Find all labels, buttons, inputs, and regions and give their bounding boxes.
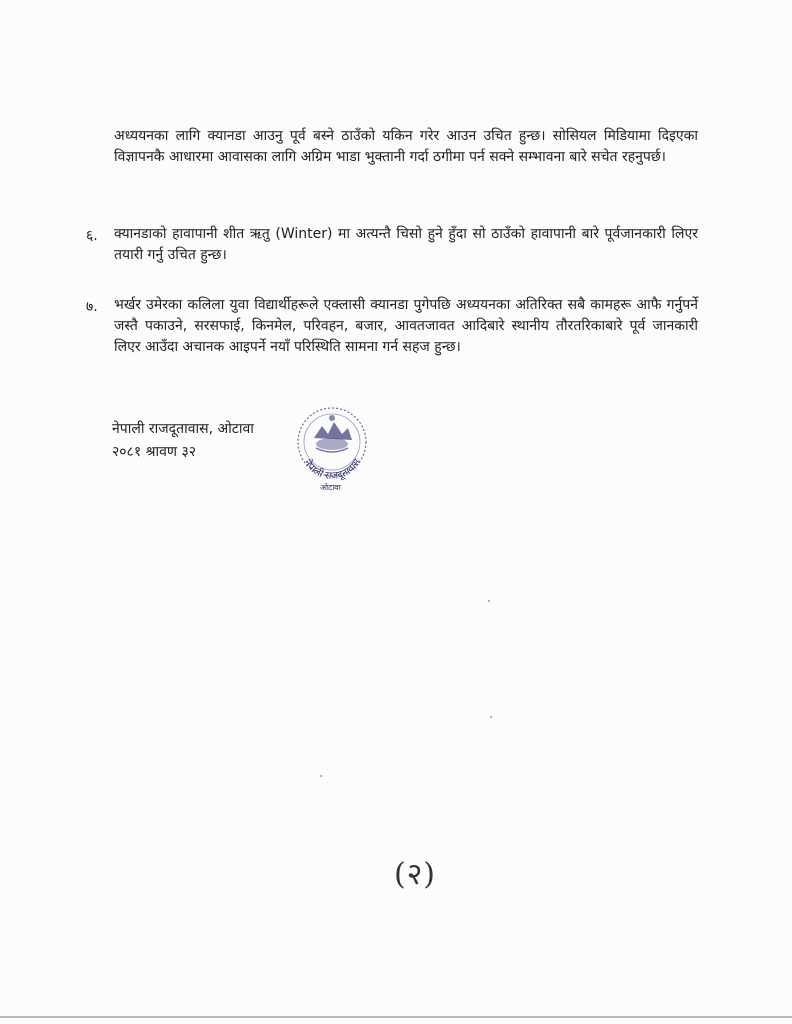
signature-date: २०८१ श्रावण ३२ [112, 444, 197, 460]
seal-text-main: नेपाली राजदूतावास [301, 457, 364, 483]
item-number-7: ७. [86, 299, 98, 315]
seal-text-sub: ओटावा [320, 483, 341, 492]
scan-speck [490, 716, 492, 718]
embassy-seal-icon [290, 398, 374, 498]
item-number-6: ६. [86, 228, 98, 244]
signature-block [112, 418, 254, 464]
page-number: (२) [394, 857, 437, 892]
paragraph-continued: अध्ययनका लागि क्यानडा आउनु पूर्व बस्ने ठाउँको यकिन गरेर आउन उचित हुन्छ। सोसियल मिडियामा दिइएका विज्ञापनकै आधारमा आवासका लागि अग्रिम भाडा भुक्तानी गर्दा ठगीमा पर्न सक्ने सम्भावना बारे सचेत रहनुपर्छ। [114, 128, 698, 165]
signature-office: नेपाली राजदूतावास, ओटावा [112, 421, 254, 437]
scan-speck [488, 600, 490, 602]
item-6-text: क्यानडाको हावापानी शीत ऋतु (Winter) मा अत्यन्तै चिसो हुने हुँदा सो ठाउँको हावापानी बारे पूर्वजानकारी लिएर तयारी गर्नु उचित हुन्छ। [114, 226, 698, 263]
item-7-text: भर्खर उमेरका कलिला युवा विद्यार्थीहरूले एक्लासी क्यानडा पुगेपछि अध्ययनका अतिरिक्त सबै कामहरू आफै गर्नुपर्ने जस्तै पकाउने, सरसफाई, किनमेल, परिवहन, बजार, आवतजावत आदिबारे स्थानीय तौरतरिकाबारे पूर्व जानकारी लिएर आउँदा अचानक आइपर्ने नयाँ परिस्थिति सामना गर्न सहज हुन्छ। [114, 297, 698, 355]
scan-edge-line [0, 1016, 792, 1018]
scan-speck [320, 775, 322, 777]
